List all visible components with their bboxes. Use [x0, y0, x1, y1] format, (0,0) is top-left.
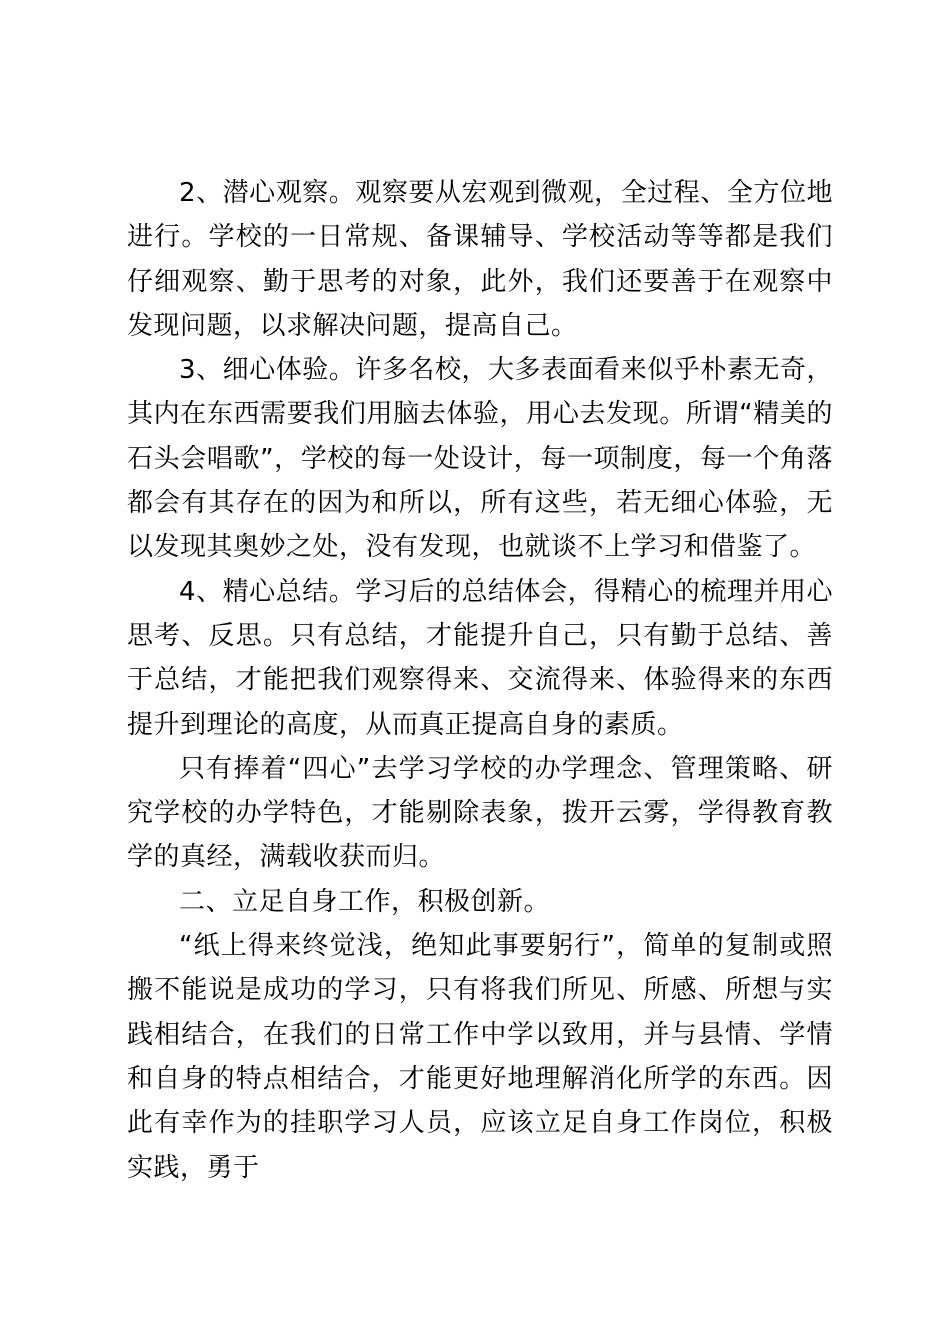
paragraph-summarize: 4、精心总结。学习后的总结体会，得精心的梳理并用心思考、反思。只有总结，才能提升自己，只有勤于总结、善于总结，才能把我们观察得来、交流得来、体验得来的东西提升到理论的高度，从而真正提高自身的素质。	[127, 576, 833, 740]
paragraph-observe: 2、潜心观察。观察要从宏观到微观，全过程、全方位地进行。学校的一日常规、备课辅导、学校活动等等都是我们仔细观察、勤于思考的对象，此外，我们还要善于在观察中发现问题，以求解决问题，提高自己。	[127, 178, 833, 341]
paragraph-four-hearts: 只有捧着“四心”去学习学校的办学理念、管理策略、研究学校的办学特色，才能剔除表象，拨开云雾，学得教育教学的真经，满载收获而归。	[127, 753, 833, 873]
paragraph-practice: “纸上得来终觉浅，绝知此事要躬行”，简单的复制或照搬不能说是成功的学习，只有将我们所见、所感、所想与实践相结合，在我们的日常工作中学以致用，并与县情、学情和自身的特点相结合，才能更好地理解消化所学的东西。因此有幸作为的挂职学习人员，应该立足自身工作岗位，积极实践，勇于	[127, 931, 833, 1183]
section-heading-two: 二、立足自身工作，积极创新。	[179, 886, 551, 917]
paragraph-experience: 3、细心体验。许多名校，大多表面看来似乎朴素无奇，其内在东西需要我们用脑去体验，用心去发现。所谓“精美的石头会唱歌”，学校的每一处设计，每一项制度，每一个角落都会有其存在的因为和所以，所有这些，若无细心体验，无以发现其奥妙之处，没有发现，也就谈不上学习和借鉴了。	[127, 355, 833, 563]
document-body	[127, 171, 833, 1190]
